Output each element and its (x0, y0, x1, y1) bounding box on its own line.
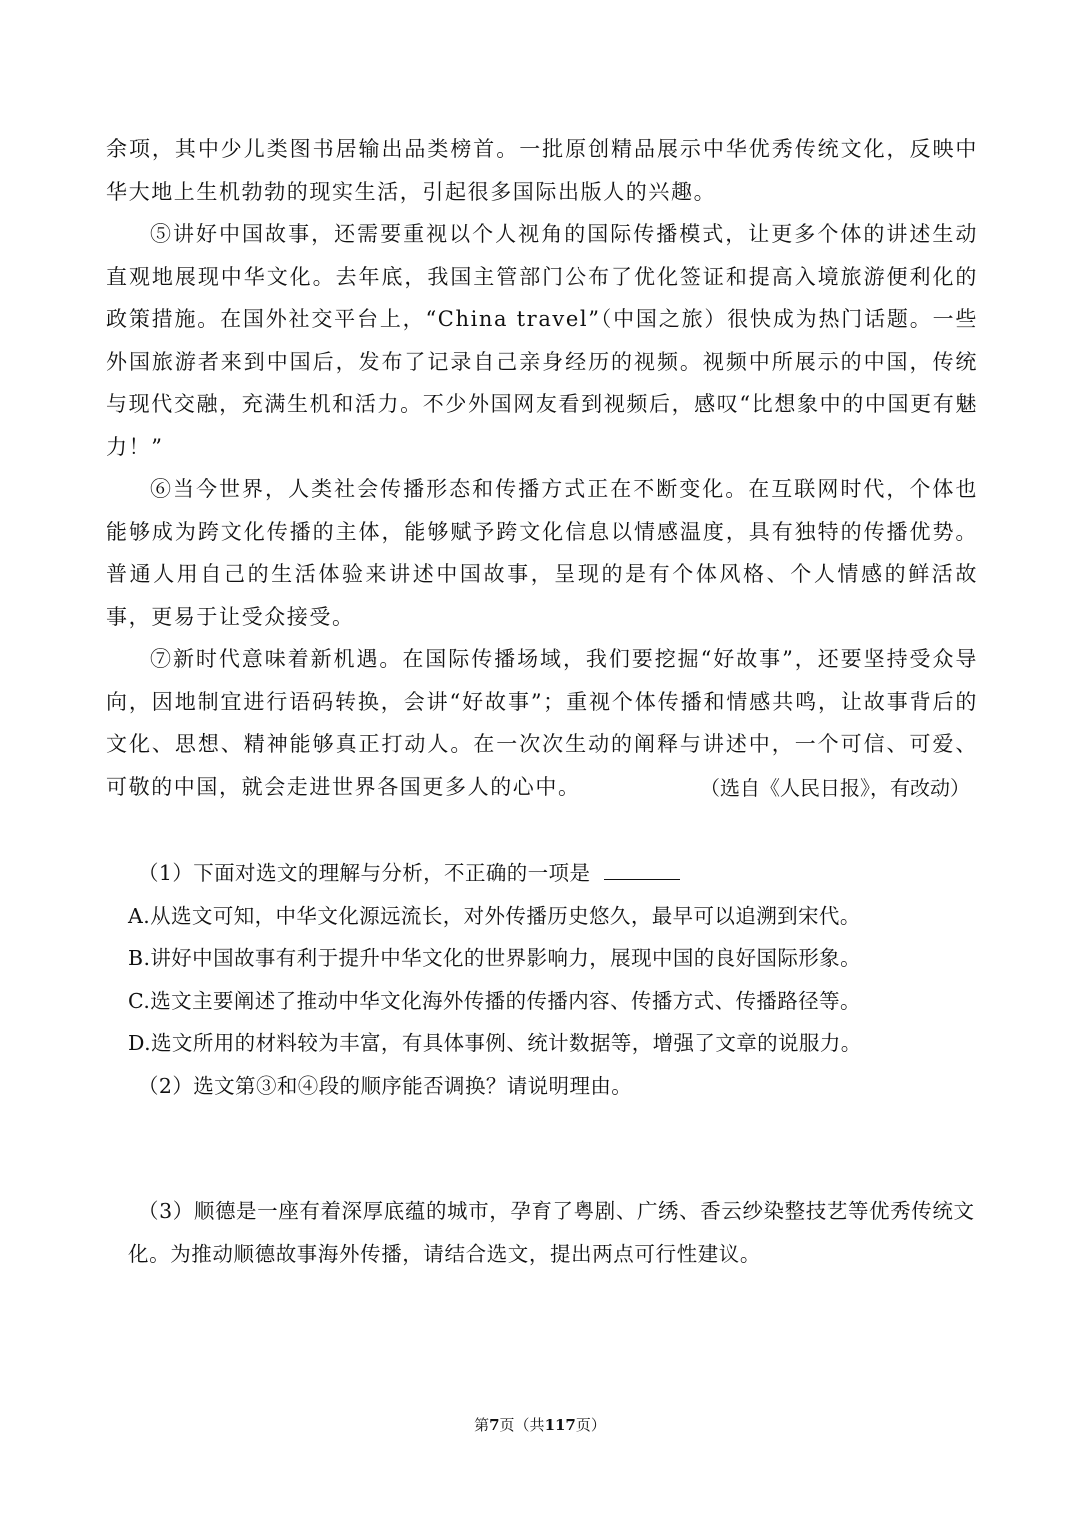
reading-passage (106, 128, 978, 808)
passage-paragraph-continuation: 余项，其中少儿类图书居输出品类榜首。一批原创精品展示中华优秀传统文化，反映中华大地上生机勃勃的现实生活，引起很多国际出版人的兴趣。 (106, 137, 978, 204)
footer-page-number: 7 (489, 1416, 500, 1434)
question-3-line-1: （3）顺德是一座有着深厚底蕴的城市，孕育了粤剧、广绣、香云纱染整技艺等优秀传统文 (138, 1199, 975, 1223)
question-3-line-2: 化。为推动顺德故事海外传播，请结合选文，提出两点可行性建议。 (128, 1241, 761, 1266)
passage-paragraph-5: ⑤讲好中国故事，还需要重视以个人视角的国际传播模式，让更多个体的讲述生动直观地展现中华文化。去年底，我国主管部门公布了优化签证和提高入境旅游便利化的政策措施。在国外社交平台上，“China travel”（中国之旅）很快成为热门话题。一些外国旅游者来到中国后，发布了记录自己亲身经历的视频。视频中所展示的中国，传统与现代交融，充满生机和活力。不少外国网友看到视频后，感叹“比想象中的中国更有魅力！” (106, 222, 978, 459)
source-citation: （选自《人民日报》，有改动） (700, 776, 970, 800)
option-a: A.从选文可知，中华文化源远流长，对外传播历史悠久，最早可以追溯到宋代。 (128, 903, 861, 928)
question-1 (138, 852, 978, 895)
question-1-stem: （1）下面对选文的理解与分析，不正确的一项是 (138, 861, 591, 885)
passage-paragraph-7: ⑦新时代意味着新机遇。在国际传播场域，我们要挖掘“好故事”，还要坚持受众导向，因地制宜进行语码转换，会讲“好故事”；重视个体传播和情感共鸣，让故事背后的文化、思想、精神能够真正打动人。在一次次生动的阐释与讲述中，一个可信、可爱、可敬的中国，就会走进世界各国更多人的心中。 (106, 647, 978, 799)
footer-total-pages: 117 (544, 1416, 576, 1434)
question-2: （2）选文第③和④段的顺序能否调换？请说明理由。 (138, 1073, 633, 1098)
passage-paragraph-6: ⑥当今世界，人类社会传播形态和传播方式正在不断变化。在互联网时代，个体也能够成为跨文化传播的主体，能够赋予跨文化信息以情感温度，具有独特的传播优势。普通人用自己的生活体验来讲述中国故事，呈现的是有个体风格、个人情感的鲜活故事，更易于让受众接受。 (106, 477, 978, 629)
question-3 (128, 1190, 978, 1275)
option-d: D.选文所用的材料较为丰富，有具体事例、统计数据等，增强了文章的说服力。 (128, 1031, 862, 1055)
page-footer (0, 1413, 1080, 1437)
questions-section (128, 852, 978, 1107)
footer-suffix: 页） (575, 1416, 606, 1434)
option-c: C.选文主要阐述了推动中华文化海外传播的传播内容、传播方式、传播路径等。 (128, 988, 861, 1013)
footer-prefix: 第 (474, 1416, 490, 1434)
footer-middle: 页（共 (499, 1416, 545, 1434)
option-b: B.讲好中国故事有利于提升中华文化的世界影响力，展现中国的良好国际形象。 (128, 946, 861, 970)
answer-blank[interactable] (604, 859, 680, 880)
